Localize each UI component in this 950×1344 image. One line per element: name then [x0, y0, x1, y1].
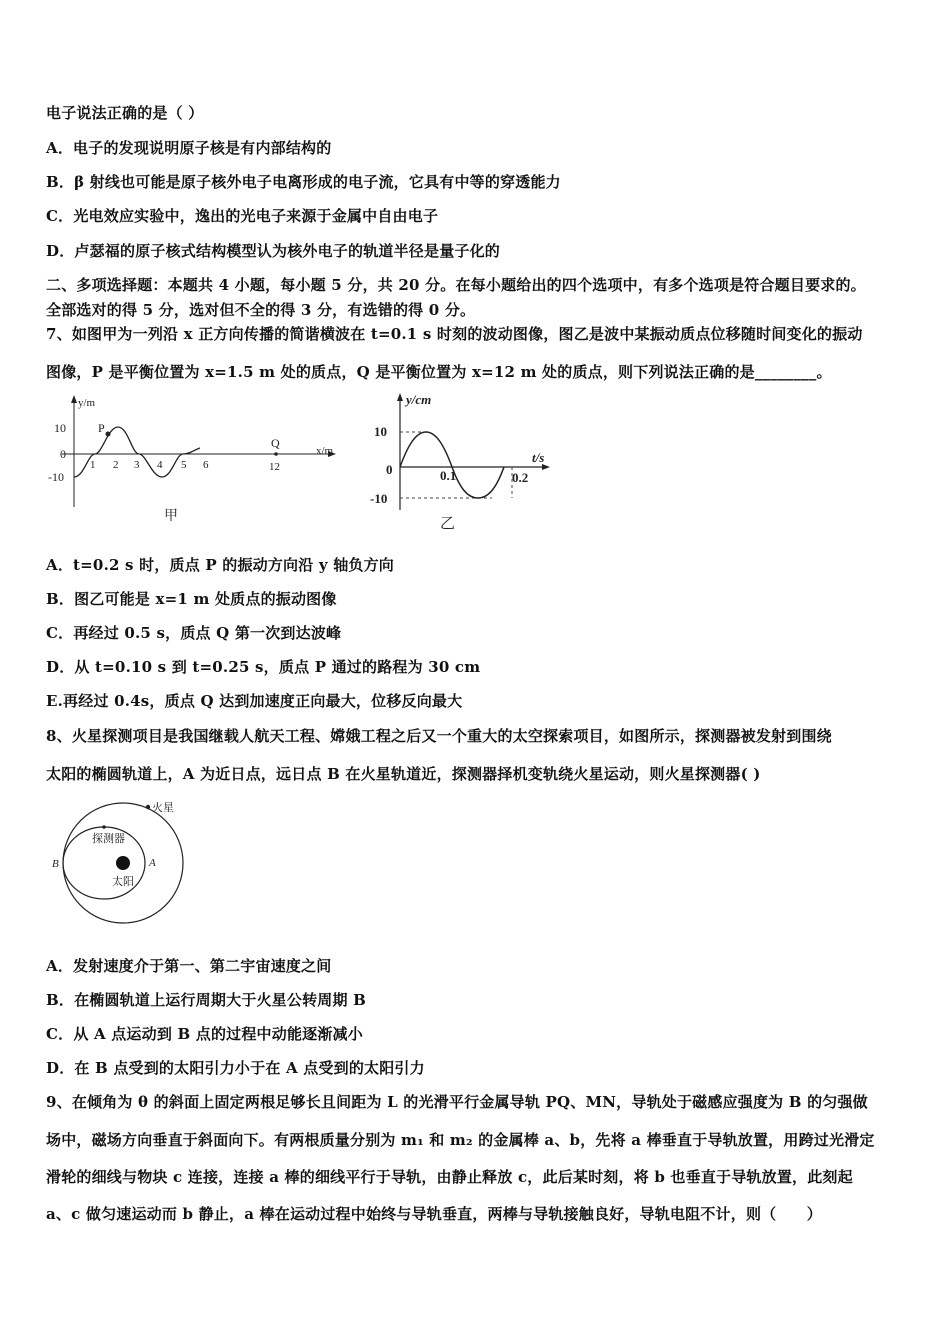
label-q: Q	[271, 436, 280, 450]
x-tick-1: 1	[90, 459, 96, 471]
x-tick-2: 2	[113, 459, 119, 471]
y-tick-neg10: -10	[48, 470, 64, 484]
x-tick-3: 3	[134, 459, 140, 471]
y-tick-neg10: -10	[370, 491, 388, 506]
option-a: A．电子的发现说明原子核是有内部结构的	[46, 139, 332, 157]
option-d: D．卢瑟福的原子核式结构模型认为核外电子的轨道半径是量子化的	[46, 242, 501, 260]
q7-option-a: A．t=0.2 s 时，质点 P 的振动方向沿 y 轴负方向	[46, 556, 395, 574]
y-axis-label: y/cm	[406, 392, 432, 407]
y-tick-10: 10	[374, 424, 387, 439]
question-7-stem-cont: 图像，P 是平衡位置为 x=1.5 m 处的质点，Q 是平衡位置为 x=12 m 处的质点，则下列说法正确的是________。	[46, 363, 832, 381]
q7-option-b: B．图乙可能是 x=1 m 处质点的振动图像	[46, 590, 337, 608]
question-8-stem: 8、火星探测项目是我国继载人航天工程、嫦娥工程之后又一个重大的太空探索项目，如图所示，探测器被发射到围绕	[46, 727, 832, 745]
label-probe: 探测器	[92, 832, 125, 845]
point-p	[106, 432, 111, 437]
point-q	[274, 452, 278, 456]
t-tick-01: 0.1	[440, 468, 457, 483]
y-tick-10: 10	[54, 421, 66, 435]
option-c: C．光电效应实验中，逸出的光电子来源于金属中自由电子	[46, 207, 439, 225]
mars-point	[146, 805, 150, 809]
q7-option-e: E.再经过 0.4s，质点 Q 达到加速度正向最大，位移反向最大	[46, 692, 463, 710]
sun	[116, 856, 130, 870]
x-axis-label: x/m	[316, 445, 334, 457]
q8-option-c: C．从 A 点运动到 B 点的过程中动能逐渐减小	[46, 1025, 363, 1043]
question-7-stem: 7、如图甲为一列沿 x 正方向传播的简谐横波在 t=0.1 s 时刻的波动图像，图乙是波中某振动质点位移随时间变化的振动	[46, 325, 863, 343]
section-heading: 二、多项选择题：本题共 4 小题，每小题 5 分，共 20 分。在每小题给出的四个选项中，有多个选项是符合题目要求的。	[46, 276, 866, 294]
question-9-stem-cont1: 场中，磁场方向垂直于斜面向下。有两根质量分别为 m₁ 和 m₂ 的金属棒 a、b，先将 a 棒垂直于导轨放置，用跨过光滑定	[46, 1131, 875, 1149]
label-a: A	[149, 857, 156, 869]
orbit-diagram	[40, 800, 210, 930]
option-b: B．β 射线也可能是原子核外电子电离形成的电子流，它具有中等的穿透能力	[46, 173, 561, 191]
y-tick-0: 0	[60, 447, 66, 461]
x-tick-4: 4	[157, 459, 163, 471]
y-tick-0: 0	[386, 462, 393, 477]
caption-jia: 甲	[164, 508, 178, 524]
vibration-curve	[400, 432, 504, 498]
label-mars: 火星	[152, 801, 174, 814]
x-tick-6: 6	[203, 459, 209, 471]
wave-graph-jia	[40, 392, 350, 532]
question-9-stem-cont2: 滑轮的细线与物块 c 连接，连接 a 棒的细线平行于导轨，由静止释放 c，此后某时刻，将 b 也垂直于导轨放置，此刻起	[46, 1168, 853, 1186]
q7-option-c: C．再经过 0.5 s，质点 Q 第一次到达波峰	[46, 624, 342, 642]
label-b: B	[52, 858, 59, 870]
section-instructions: 全部选对的得 5 分，选对但不全的得 3 分，有选错的得 0 分。	[46, 301, 476, 319]
y-axis-label: y/m	[78, 397, 96, 409]
question-9-stem: 9、在倾角为 θ 的斜面上固定两根足够长且间距为 L 的光滑平行金属导轨 PQ、MN，导轨处于磁感应强度为 B 的匀强做	[46, 1093, 868, 1111]
q7-option-d: D．从 t=0.10 s 到 t=0.25 s，质点 P 通过的路程为 30 cm	[46, 658, 481, 676]
text-line: 电子说法正确的是（ ）	[46, 104, 204, 122]
x-tick-5: 5	[181, 459, 187, 471]
question-9-stem-cont3: a、c 做匀速运动而 b 静止，a 棒在运动过程中始终与导轨垂直，两棒与导轨接触良好，导轨电阻不计，则（ ）	[46, 1205, 822, 1223]
t-axis-label: t/s	[532, 450, 545, 465]
t-tick-02: 0.2	[512, 470, 529, 485]
label-sun: 太阳	[112, 875, 134, 888]
x-tick-12: 12	[269, 461, 280, 473]
q8-option-a: A．发射速度介于第一、第二宇宙速度之间	[46, 957, 332, 975]
caption-yi: 乙	[440, 514, 456, 532]
probe-point	[102, 825, 106, 829]
q8-option-d: D．在 B 点受到的太阳引力小于在 A 点受到的太阳引力	[46, 1059, 425, 1077]
vibration-graph-yi	[360, 390, 560, 535]
label-p: P	[98, 421, 105, 435]
question-8-stem-cont: 太阳的椭圆轨道上，A 为近日点，远日点 B 在火星轨道近，探测器择机变轨绕火星运动，则火星探测器( )	[46, 765, 761, 783]
q8-option-b: B．在椭圆轨道上运行周期大于火星公转周期 B	[46, 991, 366, 1009]
